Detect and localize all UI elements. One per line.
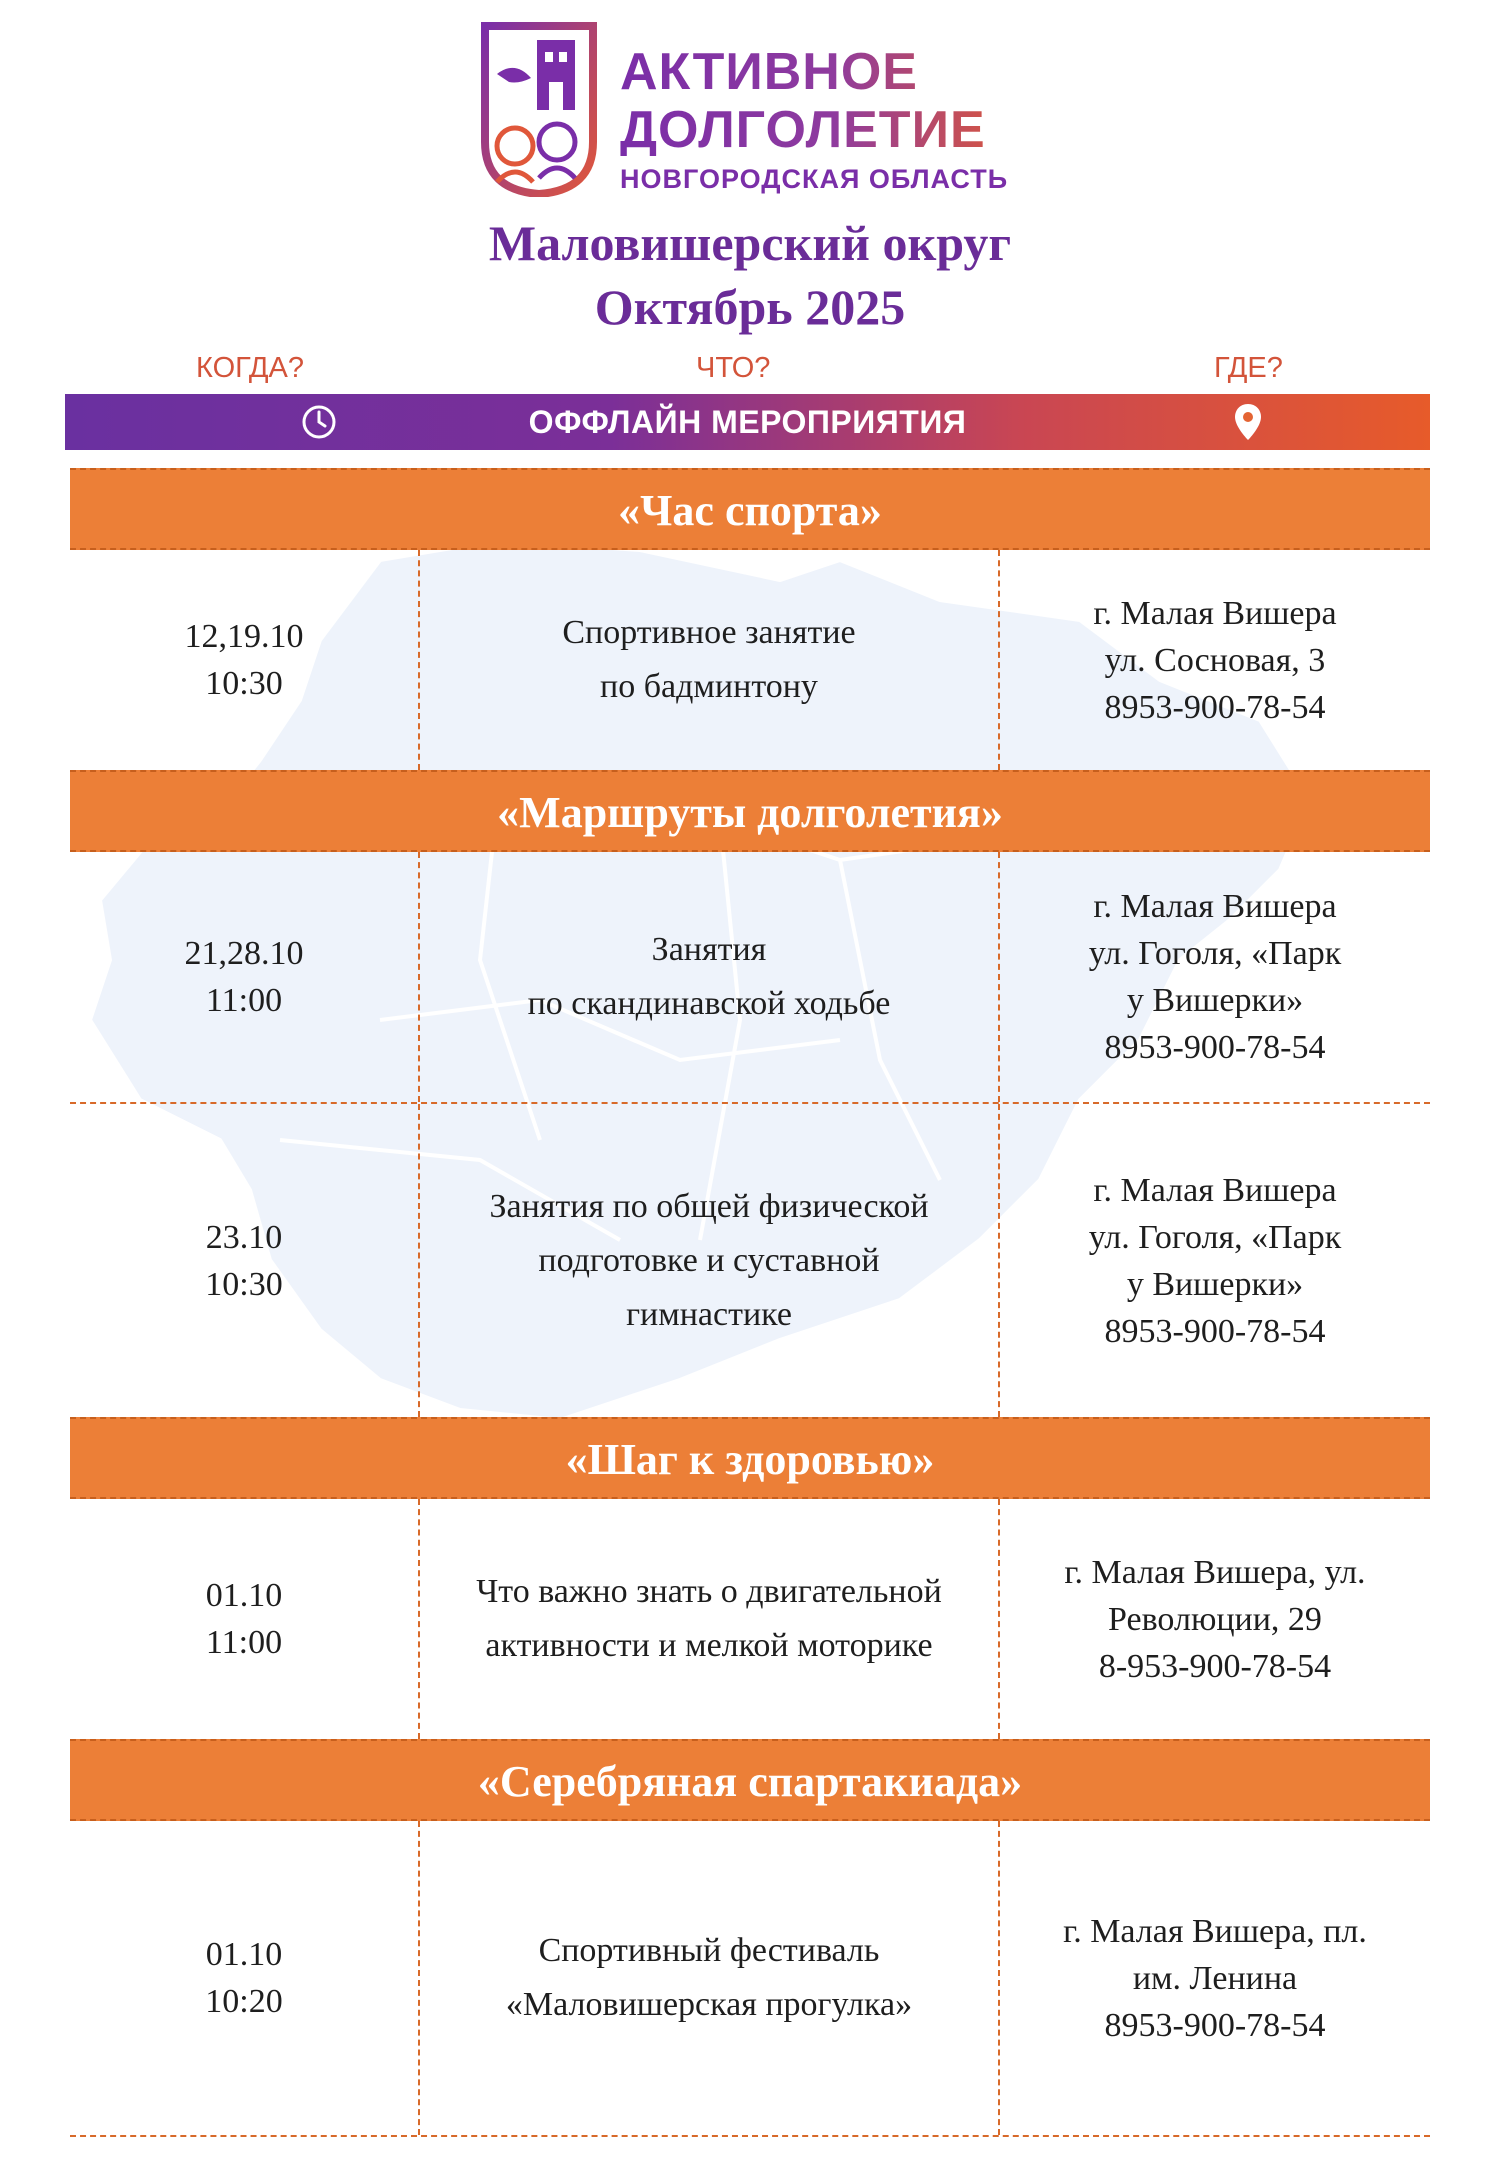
event-where: [1000, 852, 1430, 1102]
event-time: 11:00: [205, 1624, 283, 1661]
event-place-line: г. Малая Вишера, ул.: [1064, 1553, 1366, 1591]
event-time: 10:30: [205, 665, 283, 702]
event-when: [70, 1104, 420, 1417]
event-phone: 8953-900-78-54: [1104, 1029, 1326, 1066]
column-label-where: ГДЕ?: [1214, 352, 1283, 384]
event-what: [420, 1104, 1000, 1417]
event-date: 21,28.10: [184, 935, 304, 972]
event-place-line: им. Ленина: [1132, 1959, 1298, 1997]
table-row: [70, 852, 1430, 1102]
logo-emblem-icon: [475, 22, 603, 197]
logo: [475, 22, 1035, 202]
logo-text: [620, 43, 1009, 194]
event-when: [70, 852, 420, 1102]
event-place-line: у Вишерки»: [1126, 1265, 1304, 1303]
location-pin-icon: [1233, 402, 1263, 442]
event-text-line: активности и мелкой моторике: [485, 1627, 933, 1664]
event-place-line: ул. Сосновая, 3: [1104, 641, 1326, 679]
logo-line-3: НОВГОРОДСКАЯ ОБЛАСТЬ: [620, 164, 1009, 194]
section-header: «Серебряная спартакиада»: [70, 1739, 1430, 1821]
event-text-line: гимнастике: [626, 1295, 792, 1333]
event-where: [1000, 1104, 1430, 1417]
event-text-line: по скандинавской ходьбе: [527, 985, 891, 1022]
event-what: [420, 550, 1000, 770]
event-date: 01.10: [205, 1577, 283, 1614]
offline-events-bar: [65, 394, 1430, 450]
event-phone: 8953-900-78-54: [1104, 1312, 1326, 1350]
event-place-line: г. Малая Вишера: [1093, 594, 1337, 632]
event-where: [1000, 1499, 1430, 1739]
section-header: «Маршруты долголетия»: [70, 770, 1430, 852]
event-place-line: ул. Гоголя, «Парк: [1088, 1218, 1342, 1256]
event-text-line: Занятия: [651, 931, 767, 968]
event-when: [70, 1499, 420, 1739]
event-what: [420, 852, 1000, 1102]
event-date: 23.10: [205, 1218, 283, 1256]
events-table: [70, 468, 1430, 2137]
event-phone: 8953-900-78-54: [1104, 2006, 1326, 2044]
logo-line-2: ДОЛГОЛЕТИЕ: [620, 104, 1008, 156]
column-label-what: ЧТО?: [696, 352, 771, 384]
section-header: «Час спорта»: [70, 468, 1430, 550]
event-phone: 8-953-900-78-54: [1098, 1647, 1332, 1685]
event-text-line: подготовке и суставной: [538, 1241, 880, 1279]
table-row: [70, 550, 1430, 770]
event-place-line: ул. Гоголя, «Парк: [1088, 935, 1342, 972]
event-time: 10:20: [205, 1983, 283, 2020]
page-title: Маловишерский округ: [488, 215, 1012, 271]
event-where: [1000, 1821, 1430, 2135]
table-row: [70, 1102, 1430, 1417]
page-subtitle: Октябрь 2025: [594, 279, 906, 335]
event-where: [1000, 550, 1430, 770]
event-text-line: Занятия по общей физической: [489, 1187, 929, 1225]
event-place-line: у Вишерки»: [1126, 982, 1304, 1019]
event-text-line: Что важно знать о двигательной: [476, 1573, 942, 1610]
event-what: [420, 1499, 1000, 1739]
event-text-line: по бадминтону: [600, 668, 818, 705]
event-date: 01.10: [205, 1936, 283, 1973]
event-place-line: Революции, 29: [1108, 1600, 1322, 1638]
table-row: [70, 1499, 1430, 1739]
section-header: «Шаг к здоровью»: [70, 1417, 1430, 1499]
table-row: [70, 1821, 1430, 2135]
event-phone: 8953-900-78-54: [1104, 688, 1326, 726]
event-time: 10:30: [205, 1265, 283, 1303]
event-place-line: г. Малая Вишера: [1093, 888, 1337, 925]
event-text-line: Спортивное занятие: [562, 614, 856, 651]
offline-events-label: ОФФЛАЙН МЕРОПРИЯТИЯ: [528, 404, 967, 440]
column-label-when: КОГДА?: [196, 352, 304, 384]
logo-line-1: АКТИВНОЕ: [620, 46, 1008, 98]
event-place-line: г. Малая Вишера: [1093, 1171, 1337, 1209]
event-when: [70, 1821, 420, 2135]
event-what: [420, 1821, 1000, 2135]
event-when: [70, 550, 420, 770]
event-time: 11:00: [205, 982, 283, 1019]
event-place-line: г. Малая Вишера, пл.: [1063, 1912, 1367, 1950]
event-text-line: «Маловишерская прогулка»: [505, 1986, 913, 2023]
event-date: 12,19.10: [184, 618, 304, 655]
event-text-line: Спортивный фестиваль: [538, 1932, 880, 1969]
table-bottom-border: [70, 2135, 1430, 2137]
